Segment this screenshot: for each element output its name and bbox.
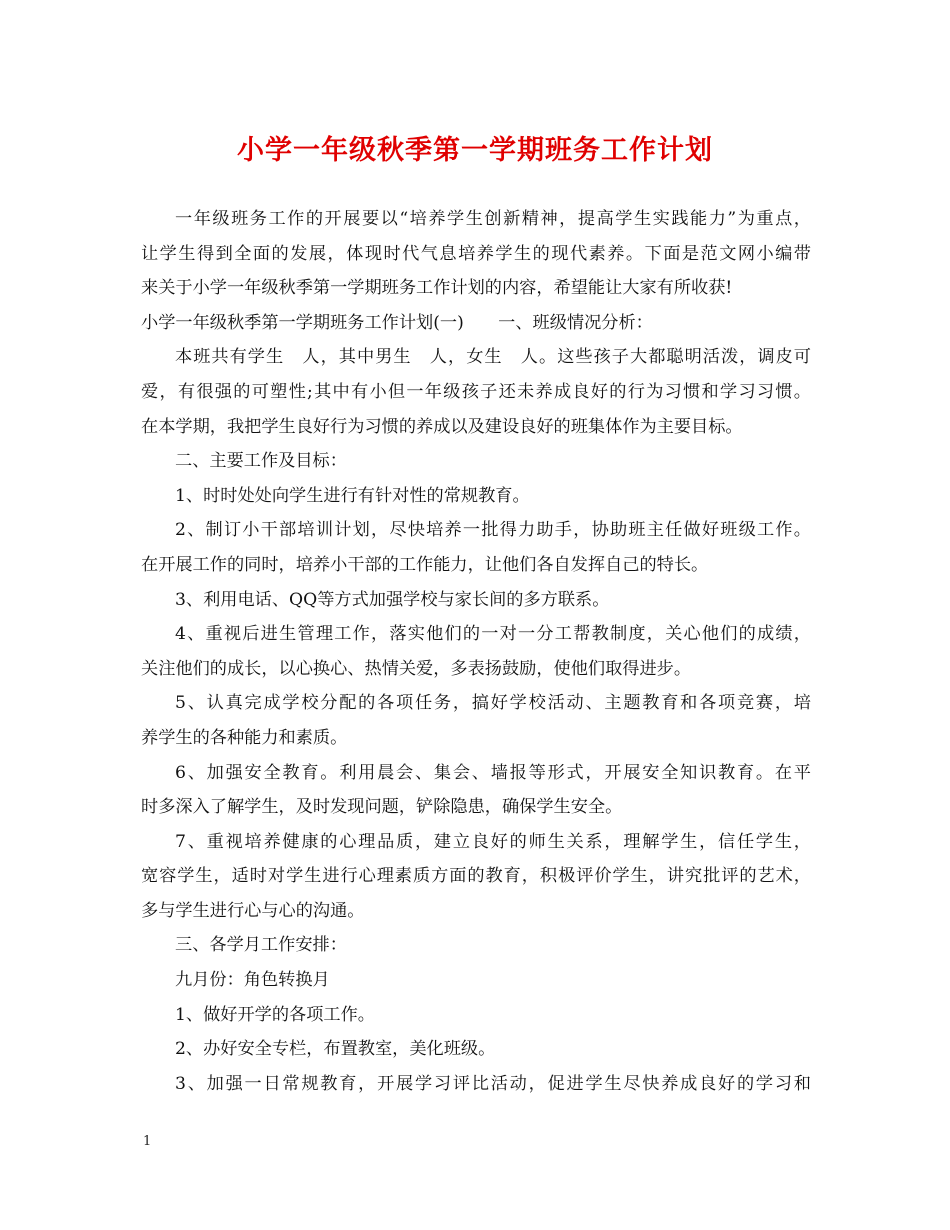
- text-line: 养学生的各种能力和素质。: [141, 727, 348, 748]
- section-heading: 三、各学月工作安排：: [175, 935, 347, 956]
- text-line: 3、利用电话、QQ等方式加强学校与家长间的多方联系。: [175, 589, 610, 610]
- text-line: 2、办好安全专栏，布置教室，美化班级。: [175, 1039, 496, 1060]
- text-line: 多与学生进行心与心的沟通。: [141, 900, 365, 921]
- text-line: 6、加强安全教育。利用晨会、集会、墙报等形式，开展安全知识教育。在平: [175, 762, 811, 783]
- text-line: 7、重视培养健康的心理品质，建立良好的师生关系，理解学生，信任学生，: [175, 831, 811, 852]
- text-line: 小学一年级秋季第一学期班务工作计划(一) 一、班级情况分析：: [141, 312, 653, 333]
- document-body: [141, 202, 811, 1101]
- text-line: 4、重视后进生管理工作，落实他们的一对一分工帮教制度，关心他们的成绩，: [175, 624, 811, 645]
- text-line: 5、认真完成学校分配的各项任务，搞好学校活动、主题教育和各项竞赛，培: [175, 693, 811, 714]
- text-line: 一年级班务工作的开展要以“培养学生创新精神，提高学生实践能力”为重点，: [175, 209, 811, 229]
- text-line: 1、时时处处向学生进行有针对性的常规教育。: [175, 485, 530, 506]
- text-line: 2、制订小干部培训计划，尽快培养一批得力助手，协助班主任做好班级工作。: [175, 520, 811, 541]
- section-heading: 二、主要工作及目标：: [175, 451, 347, 472]
- text-line: 时多深入了解学生，及时发现问题，铲除隐患，确保学生安全。: [141, 797, 623, 818]
- text-line: 在本学期，我把学生良好行为习惯的养成以及建设良好的班集体作为主要目标。: [141, 416, 743, 437]
- text-line: 宽容学生，适时对学生进行心理素质方面的教育，积极评价学生，讲究批评的艺术，: [141, 866, 811, 887]
- text-line: 爱，有很强的可塑性;其中有小但一年级孩子还未养成良好的行为习惯和学习习惯。: [141, 381, 811, 402]
- text-line: 来关于小学一年级秋季第一学期班务工作计划的内容，希望能让大家有所收获!: [141, 278, 733, 299]
- text-line: 本班共有学生 人，其中男生 人，女生 人。这些孩子大都聪明活泼，调皮可: [175, 347, 811, 368]
- text-line: 1、做好开学的各项工作。: [175, 1004, 375, 1025]
- text-line: 关注他们的成长，以心换心、热情关爱，多表扬鼓励，使他们取得进步。: [141, 658, 692, 679]
- page-number: 1: [143, 1134, 152, 1149]
- text-line: 在开展工作的同时，培养小干部的工作能力，让他们各自发挥自己的特长。: [141, 554, 709, 575]
- text-line: 3、加强一日常规教育，开展学习评比活动，促进学生尽快养成良好的学习和: [175, 1073, 811, 1094]
- document-title: 小学一年级秋季第一学期班务工作计划: [237, 135, 713, 166]
- text-line: 九月份：角色转换月: [175, 970, 330, 991]
- text-line: 让学生得到全面的发展，体现时代气息培养学生的现代素养。下面是范文网小编带: [141, 243, 811, 264]
